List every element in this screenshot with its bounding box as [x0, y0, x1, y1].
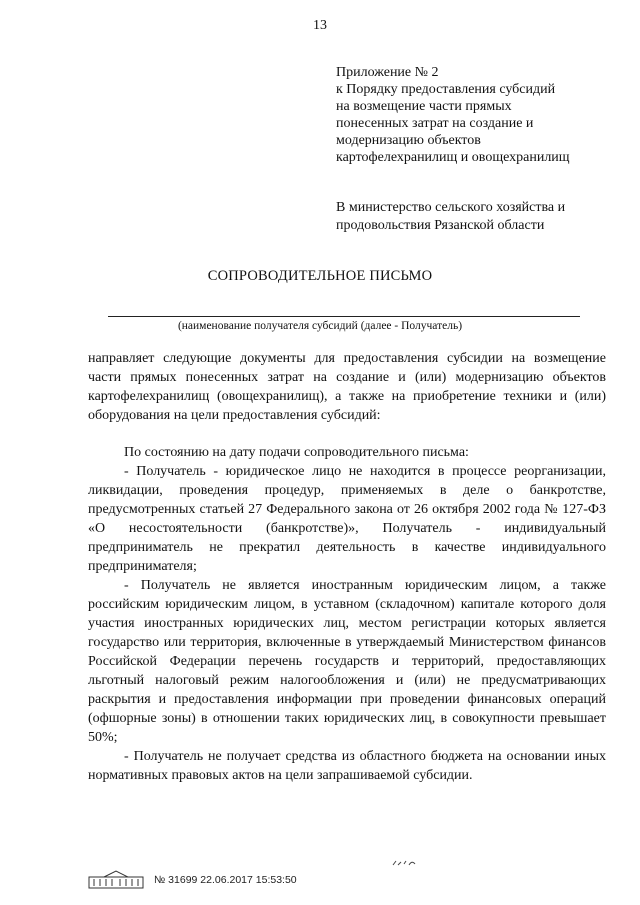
document-title: СОПРОВОДИТЕЛЬНОЕ ПИСЬМО: [207, 268, 433, 284]
status-item: - Получатель не получает средства из областного бюджета на основании иных нормативных правовых актов на цели запрашиваемой субсидии.: [88, 749, 606, 783]
pen-mark-icon: [392, 858, 420, 868]
appendix-line: Приложение № 2: [336, 65, 439, 80]
recipient-blank-line: [108, 316, 580, 317]
appendix-line: модернизацию объектов: [336, 133, 481, 148]
appendix-line: к Порядку предоставления субсидий: [336, 82, 556, 97]
page-number: 13: [313, 18, 327, 33]
addressee-line: продовольствия Рязанской области: [336, 218, 545, 233]
body-paragraph-1: [88, 349, 606, 425]
status-intro: По состоянию на дату подачи сопроводительного письма:: [124, 445, 469, 460]
registration-number: № 31699 22.06.2017 15:53:50: [154, 874, 297, 886]
appendix-line: картофелехранилищ и овощехранилищ: [336, 150, 570, 165]
addressee-block: [336, 199, 626, 235]
addressee-line: В министерство сельского хозяйства и: [336, 200, 566, 215]
appendix-line: понесенных затрат на создание и: [336, 116, 534, 131]
status-item: - Получатель - юридическое лицо не находится в процессе реорганизации, ликвидации, проведения процедур, применяемых в деле о банкротстве, предусмотренных статьей 27 Федерального закона от 26 октября 2002 года № 127-ФЗ «О несостоятельности (банкротстве)», Получатель - индивидуальный предприниматель не прекратил деятельность в качестве индивидуального предпринимателя;: [88, 464, 606, 574]
footer-stamp: [88, 869, 297, 891]
appendix-line: на возмещение части прямых: [336, 99, 512, 114]
appendix-block: [336, 64, 626, 166]
status-section: [88, 443, 606, 785]
building-seal-icon: [88, 870, 144, 890]
documents-paragraph: направляет следующие документы для предоставления субсидии на возмещение части прямых понесенных затрат на создание и (или) модернизацию объектов картофелехранилищ (овощехранилищ), а также на приобретение техники и (или) оборудования на цели предоставления субсидий:: [88, 351, 606, 423]
recipient-caption: (наименование получателя субсидий (далее - Получатель): [177, 320, 463, 332]
status-item: - Получатель не является иностранным юридическим лицом, а также российским юридическим лицом, в уставном (складочном) капитале которого доля участия иностранных юридических лиц, местом регистрации которых является государство или территория, включенные в утверждаемый Министерством финансов Российской Федерации перечень государств и территорий, предоставляющих льготный налоговый режим налогообложения и (или) не предусматривающих раскрытия и предоставления информации при проведении финансовых операций (офшорные зоны) в отношении таких юридических лиц, в совокупности превышает 50%;: [88, 578, 606, 745]
